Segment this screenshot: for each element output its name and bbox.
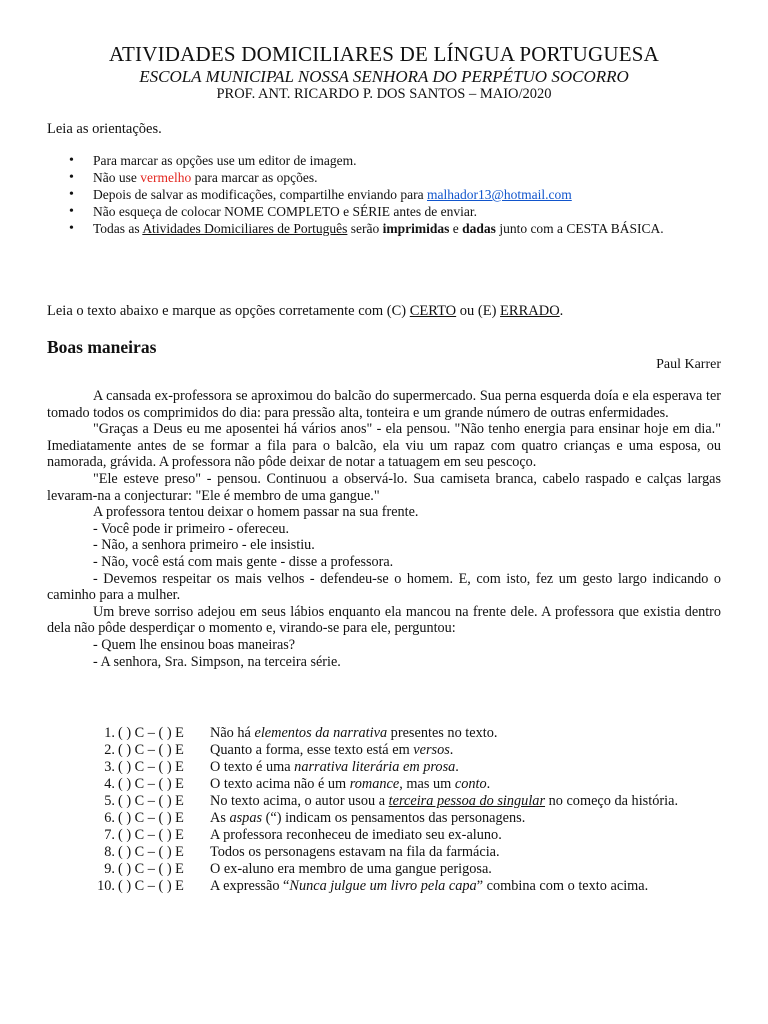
document-title: ATIVIDADES DOMICILIARES DE LÍNGUA PORTUGUESA xyxy=(108,42,660,66)
story-author: Paul Karrer xyxy=(656,357,721,372)
answer-options[interactable]: ( ) C – ( ) E xyxy=(118,861,184,877)
instruction-item: • Todas as Atividades Domiciliares de Português serão imprimidas e dadas junto com a CESTA BÁSICA. xyxy=(93,220,664,237)
story-paragraph: A cansada ex-professora se aproximou do balcão do supermercado. Sua perna esquerda doía e ela esperava ter tomado todos os comprimidos do dia: para pressão alta, tonteira e um grande número de outras enfermidades. xyxy=(47,388,721,421)
instruction-item: • Para marcar as opções use um editor de imagem. xyxy=(93,152,357,169)
answer-options[interactable]: ( ) C – ( ) E xyxy=(118,878,184,894)
task-instruction: Leia o texto abaixo e marque as opções corretamente com (C) CERTO ou (E) ERRADO. xyxy=(47,303,564,319)
answer-options[interactable]: ( ) C – ( ) E xyxy=(118,759,184,775)
story-text xyxy=(47,388,721,670)
story-paragraph: "Ele esteve preso" - pensou. Continuou a observá-lo. Sua camiseta branca, cabelo raspado e calças largas levaram-na a conjecturar: "Ele é membro de uma gangue." xyxy=(47,470,721,504)
story-paragraph: A professora tentou deixar o homem passar na sua frente. xyxy=(93,504,419,521)
story-paragraph: - Quem lhe ensinou boas maneiras? xyxy=(93,636,296,653)
question-4[interactable]: 4. ( ) C – ( ) E O texto acima não é um romance, mas um conto. xyxy=(104,776,491,792)
question-8[interactable]: 8. ( ) C – ( ) E Todos os personagens estavam na fila da farmácia. xyxy=(104,844,500,860)
instructions-intro: Leia as orientações. xyxy=(47,121,162,137)
question-1[interactable]: 1. ( ) C – ( ) E Não há elementos da narrativa presentes no texto. xyxy=(104,725,498,741)
instruction-item: • Não esqueça de colocar NOME COMPLETO e SÉRIE antes de enviar. xyxy=(93,203,477,220)
answer-options[interactable]: ( ) C – ( ) E xyxy=(118,844,184,860)
red-word: vermelho xyxy=(140,170,192,185)
answer-options[interactable]: ( ) C – ( ) E xyxy=(118,810,184,826)
answer-options[interactable]: ( ) C – ( ) E xyxy=(118,742,184,758)
instruction-item: • Não use vermelho para marcar as opções. xyxy=(93,169,318,186)
teacher-line: PROF. ANT. RICARDO P. DOS SANTOS – MAIO/2020 xyxy=(216,86,552,102)
answer-options[interactable]: ( ) C – ( ) E xyxy=(118,827,184,843)
question-10[interactable]: 10. ( ) C – ( ) E A expressão “Nunca julgue um livro pela capa” combina com o texto acima. xyxy=(97,878,649,894)
answer-options[interactable]: ( ) C – ( ) E xyxy=(118,776,184,792)
question-5[interactable]: 5. ( ) C – ( ) E No texto acima, o autor usou a terceira pessoa do singular no começo da história. xyxy=(104,793,679,809)
answer-options[interactable]: ( ) C – ( ) E xyxy=(118,725,184,741)
question-2[interactable]: 2. ( ) C – ( ) E Quanto a forma, esse texto está em versos. xyxy=(104,742,454,758)
story-paragraph: - A senhora, Sra. Simpson, na terceira série. xyxy=(93,653,341,670)
answer-options[interactable]: ( ) C – ( ) E xyxy=(118,793,184,809)
story-paragraph: Um breve sorriso adejou em seus lábios enquanto ela mancou na frente dele. A professora que existia dentro dela não pôde desperdiçar o momento e, virando-se para ele, perguntou: xyxy=(47,603,721,637)
instruction-item: • Depois de salvar as modificações, compartilhe enviando para malhador13@hotmail.com xyxy=(93,186,572,203)
story-title: Boas maneiras xyxy=(47,337,157,357)
story-paragraph: - Você pode ir primeiro - ofereceu. xyxy=(93,520,290,537)
story-paragraph: "Graças a Deus eu me aposentei há vários anos" - ela pensou. "Não tenho energia para ensinar hoje em dia." Imediatamente antes de se formar a fila para o balcão, ela viu um rapaz com quatro crianças e uma esposa, ou namorada, grávida. A professora não pôde deixar de notar a tatuagem em seu pescoço. xyxy=(47,421,721,471)
question-6[interactable]: 6. ( ) C – ( ) E As aspas (“) indicam os pensamentos das personagens. xyxy=(104,810,526,826)
story-paragraph: - Devemos respeitar os mais velhos - defendeu-se o homem. E, com isto, fez um gesto largo indicando o caminho para a mulher. xyxy=(47,570,721,604)
story-paragraph: - Não, você está com mais gente - disse a professora. xyxy=(93,553,394,570)
school-name: ESCOLA MUNICIPAL NOSSA SENHORA DO PERPÉTUO SOCORRO xyxy=(139,67,629,86)
email-link[interactable]: malhador13@hotmail.com xyxy=(427,187,572,202)
question-9[interactable]: 9. ( ) C – ( ) E O ex-aluno era membro de uma gangue perigosa. xyxy=(104,861,492,877)
story-paragraph: - Não, a senhora primeiro - ele insistiu. xyxy=(93,537,315,554)
question-3[interactable]: 3. ( ) C – ( ) E O texto é uma narrativa literária em prosa. xyxy=(104,759,459,775)
question-7[interactable]: 7. ( ) C – ( ) E A professora reconheceu de imediato seu ex-aluno. xyxy=(104,827,502,843)
